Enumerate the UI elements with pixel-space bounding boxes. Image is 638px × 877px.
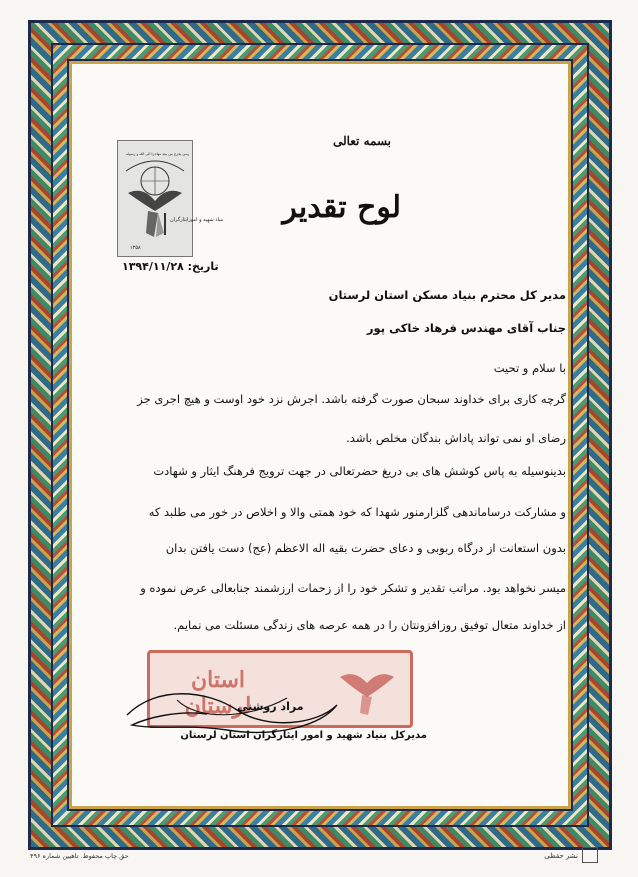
signature-block bbox=[127, 650, 427, 760]
body-line: گرچه کاری برای خداوند سبحان صورت گرفته باشد. اجرش نزد خود اوست و هیچ اجری جز bbox=[137, 392, 566, 406]
logo-verse: ومن یخرج من بیته مهاجرا الی الله و رسوله bbox=[126, 152, 189, 156]
signer-role: مدیرکل بنیاد شهید و امور ایثارگران استان لرستان bbox=[180, 730, 427, 741]
publisher-logo-icon bbox=[582, 847, 598, 863]
document-date: تاریخ: ۱۳۹۴/۱۱/۲۸ bbox=[122, 260, 219, 273]
foundation-logo bbox=[117, 140, 224, 257]
recipient-line-2: جناب آقای مهندس فرهاد خاکی پور bbox=[366, 321, 566, 335]
body-line: بدینوسیله به پاس کوشش های بی دریغ حضرتعالی در جهت ترویج فرهنگ ایثار و شهادت bbox=[153, 464, 566, 478]
footer-print-note: حق چاپ محفوظ. تاهیین شماره ۴۹۶ bbox=[30, 852, 129, 860]
signer-name: مراد روشنی bbox=[237, 700, 304, 713]
body-line: و مشارکت درساماندهی گلزارمنور شهدا که خود همتی والا و اخلاص در خور می طلبد که bbox=[148, 505, 566, 519]
certificate-title: لوح تقدیر bbox=[282, 190, 401, 225]
stamp-text: استان لرستان bbox=[184, 667, 252, 719]
body-line: بدون استعانت از درگاه ربوبی و دعای حضرت بقیه اله الاعظم (عج) دست یافتن بدان bbox=[165, 541, 566, 555]
certificate-content bbox=[72, 70, 566, 780]
recipient-line-1: مدیر کل محترم بنیاد مسکن استان لرستان bbox=[328, 288, 566, 302]
logo-year: ۱۳۵۸ bbox=[130, 245, 141, 251]
header-invocation: بسمه تعالی bbox=[332, 134, 391, 148]
body-line: رضای او نمی تواند پاداش بندگان مخلص باشد. bbox=[346, 431, 566, 445]
body-line: میسر نخواهد بود. مراتب تقدیر و تشکر خود را از زحمات ارزشمند جنابعالی عرض نموده و bbox=[140, 581, 566, 595]
logo-text: بنیاد شهید و امورایثارگران bbox=[170, 217, 224, 223]
body-line: از خداوند متعال توفیق روزافزونتان را در همه عرصه های زندگی مسئلت می نمایم. bbox=[173, 618, 566, 632]
footer-publisher: نشر حقظی bbox=[544, 852, 578, 860]
greeting: با سلام و تحیت bbox=[493, 361, 566, 375]
